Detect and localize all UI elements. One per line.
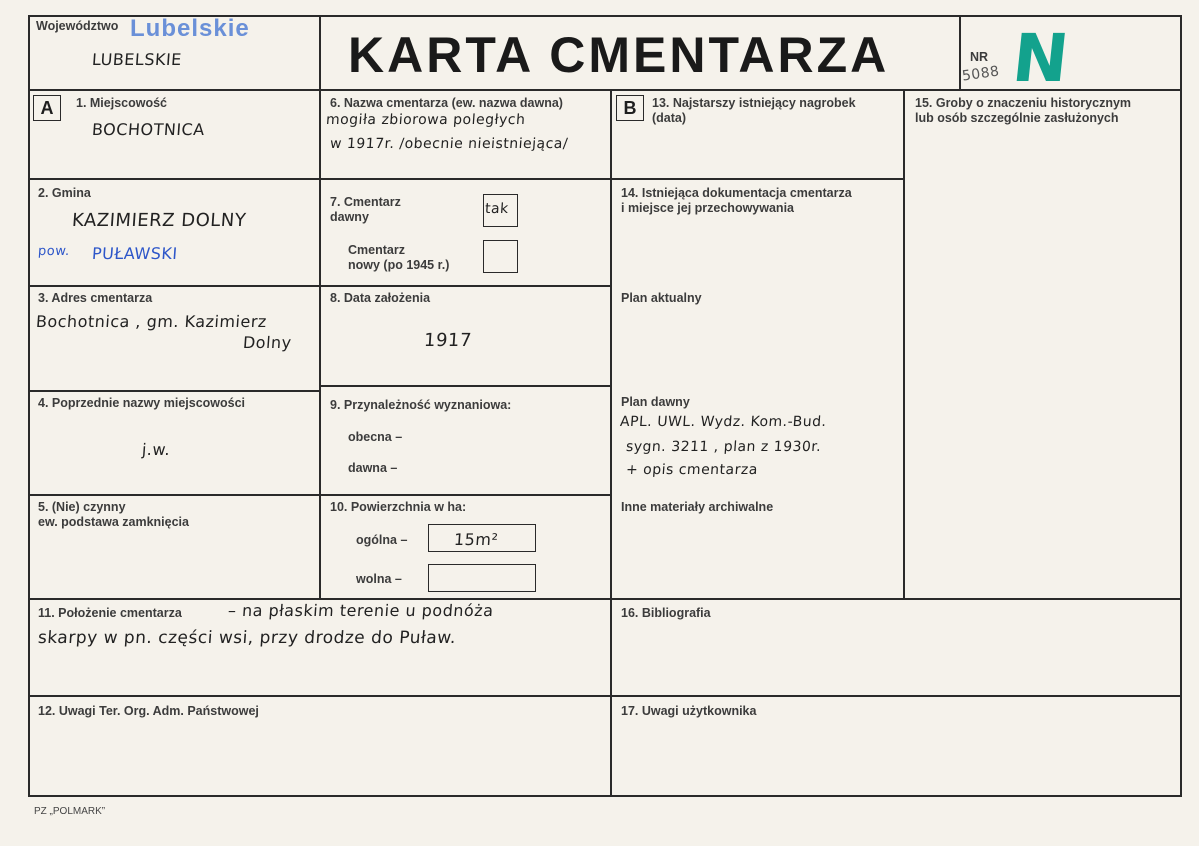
col-divider-b — [610, 89, 612, 797]
field-7-nowy-checkbox[interactable] — [483, 240, 518, 273]
field-11-value-2: skarpy w pn. części wsi, przy drodze do Puław. — [37, 628, 457, 648]
wojewodztwo-label: Województwo — [36, 19, 119, 33]
row-line — [28, 695, 1182, 697]
field-8-label: 8. Data założenia — [330, 291, 431, 305]
row-line — [28, 598, 1182, 600]
field-6-value-2: w 1917r. /obecnie nieistniejąca/ — [329, 136, 569, 152]
field-3-value-1: Bochotnica , gm. Kazimierz — [35, 312, 268, 331]
row-line — [28, 390, 320, 392]
field-7-dawny-value: tak — [484, 201, 510, 217]
field-17-label: 17. Uwagi użytkownika — [621, 704, 757, 718]
row-line — [610, 178, 904, 180]
field-6-label: 6. Nazwa cmentarza (ew. nazwa dawna) — [330, 96, 563, 110]
header-divider-1 — [319, 15, 321, 91]
wojewodztwo-stamp: Lubelskie — [130, 15, 250, 42]
field-10-ogolna-label: ogólna – — [356, 533, 408, 547]
field-15-label: 15. Groby o znaczeniu historycznym lub osób szczególnie zasłużonych — [915, 96, 1132, 125]
field-2-label: 2. Gmina — [38, 186, 91, 200]
field-12-label: 12. Uwagi Ter. Org. Adm. Państwowej — [38, 704, 259, 718]
field-7-label-nowy: Cmentarz nowy (po 1945 r.) — [348, 243, 450, 272]
plan-dawny-value-2: sygn. 3211 , plan z 1930r. — [625, 439, 822, 455]
field-2-value: KAZIMIERZ DOLNY — [71, 210, 247, 231]
col-divider-a — [319, 89, 321, 599]
field-16-label: 16. Bibliografia — [621, 606, 711, 620]
col-divider-c — [903, 89, 905, 599]
nr-small-value: 5088 — [961, 63, 1001, 85]
field-3-label: 3. Adres cmentarza — [38, 291, 153, 305]
row-line — [319, 494, 611, 496]
field-8-value: 1917 — [423, 330, 473, 351]
field-1-label: 1. Miejscowość — [76, 96, 168, 110]
nr-label: NR — [970, 50, 989, 64]
row-line — [28, 285, 320, 287]
field-13-label: 13. Najstarszy istniejący nagrobek (data) — [652, 96, 856, 125]
row-line — [28, 494, 320, 496]
row-line — [319, 385, 611, 387]
field-11-label: 11. Położenie cmentarza — [38, 606, 182, 620]
section-a-marker: A — [33, 95, 61, 121]
field-9-dawna: dawna – — [348, 461, 398, 475]
nr-big-letter: N — [1008, 20, 1073, 97]
frame-left — [28, 15, 30, 797]
plan-dawny-label: Plan dawny — [621, 395, 690, 409]
frame-right — [1180, 15, 1182, 797]
field-9-obecna: obecna – — [348, 430, 403, 444]
field-7-label-dawny: 7. Cmentarz dawny — [330, 195, 401, 224]
page-title: KARTA CMENTARZA — [348, 27, 890, 83]
header-divider-2 — [959, 15, 961, 91]
printer-mark: PZ „POLMARK” — [34, 806, 106, 817]
field-4-label: 4. Poprzednie nazwy miejscowości — [38, 396, 246, 410]
field-3-value-2: Dolny — [242, 333, 293, 352]
field-10-ogolna-value: 15m² — [453, 530, 500, 549]
field-4-value: j.w. — [141, 440, 171, 459]
plan-dawny-value-3: + opis cmentarza — [625, 462, 759, 478]
field-14-label: 14. Istniejąca dokumentacja cmentarza i miejsce jej przechowywania — [621, 186, 852, 215]
field-2-pow: pow. — [37, 244, 71, 259]
field-2-pow-value: PUŁAWSKI — [91, 244, 179, 263]
field-10-label: 10. Powierzchnia w ha: — [330, 500, 467, 514]
section-b-marker: B — [616, 95, 644, 121]
row-line — [319, 285, 611, 287]
field-1-value: BOCHOTNICA — [91, 120, 206, 139]
field-10-wolna-label: wolna – — [356, 572, 402, 586]
plan-dawny-value-1: APL. UWL. Wydz. Kom.-Bud. — [619, 414, 828, 430]
row-line — [319, 178, 611, 180]
inne-materialy-label: Inne materiały archiwalne — [621, 500, 774, 514]
field-6-value-1: mogiła zbiorowa poległych — [325, 112, 526, 128]
field-10-wolna-box[interactable] — [428, 564, 536, 592]
field-11-value-1: – na płaskim terenie u podnóża — [227, 601, 495, 620]
field-5-label: 5. (Nie) czynny ew. podstawa zamknięcia — [38, 500, 189, 529]
plan-aktualny-label: Plan aktualny — [621, 291, 702, 305]
row-line — [28, 178, 320, 180]
frame-bottom — [28, 795, 1182, 797]
wojewodztwo-value: LUBELSKIE — [91, 50, 183, 69]
field-9-label: 9. Przynależność wyznaniowa: — [330, 398, 512, 412]
